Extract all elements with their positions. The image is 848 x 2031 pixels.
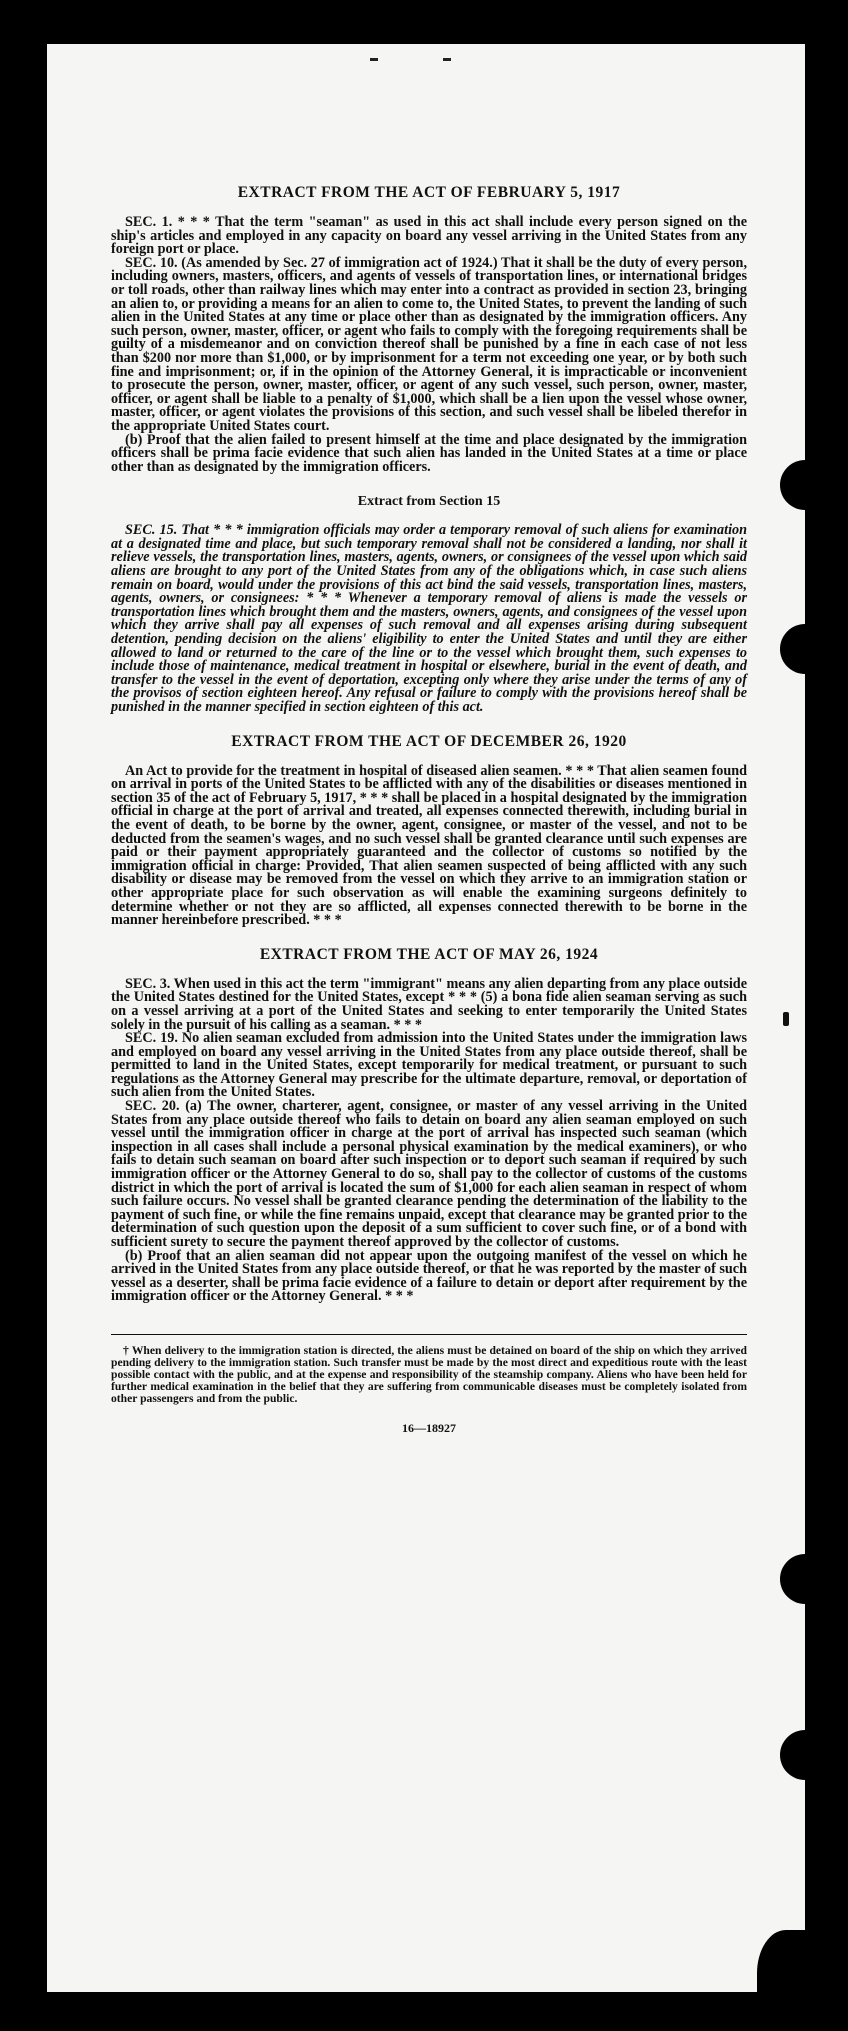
paragraph-sec-3: SEC. 3. When used in this act the term "immigrant" means any alien departing from any place outside the United States destined for the United States, except * * * (5) a bona fide alien seaman serving as such on a vessel arriving at a port of the United States and seeking to enter temporarily the United States solely in the pursuit of his calling as a seaman. * * *	[111, 975, 747, 1033]
footnote: † When delivery to the immigration station is directed, the aliens must be detained on board of the ship on which they arrived pending delivery to the immigration station. Such transfer must be made by the most direct and expeditious route with the least possible contact with the public, and at the expense and responsibility of the steamship company. Aliens who have been held for further medical examination in the belief that they are suffering from communicable diseases must be completely isolated from other passengers and from the public.	[111, 1343, 747, 1405]
paragraph-sec-15: SEC. 15. That * * * immigration officials may order a temporary removal of such aliens for examination at a designated time and place, but such temporary removal shall not be considered a landing, nor shall it relieve vessels, the transportation lines, masters, agents, owners, or consignees of the vessel upon which said aliens are brought to any port of the United States from any of the obligations which, in case such aliens remain on board, would under the provisions of this act bind the said vessels, transportation lines, masters, agents, owners, or consignees: * * * Whenever a temporary removal of aliens is made the vessels or transportation lines which brought them and the masters, owners, agents, and consignees of the vessel upon which they arrive shall pay all expenses of such removal and all expenses arising during subsequent detention, pending decision on the aliens' eligibility to enter the United States and until they are either allowed to land or returned to the care of the line or to the vessel which brought them, such expenses to include those of maintenance, medical treatment in hospital or elsewhere, burial in the event of death, and transfer to the vessel in the event of deportation, excepting only where they arise under the terms of any of the provisos of section eighteen hereof. Any refusal or failure to comply with the provisions hereof shall be punished in the manner specified in section eighteen of this act.	[111, 522, 747, 715]
paragraph-sec-19: SEC. 19. No alien seaman excluded from admission into the United States under the immigration laws and employed on board any vessel arriving in the United States from any place outside thereof, shall be permitted to land in the United States, except temporarily for medical treatment, or pursuant to such regulations as the Attorney General may prescribe for the ultimate departure, removal, or deportation of such alien from the United States.	[111, 1030, 747, 1101]
paragraph-sec-20-a: SEC. 20. (a) The owner, charterer, agent, consignee, or master of any vessel arriving in the United States from any place outside thereof who fails to detain on board any alien seaman employed on such vessel until the immigration officer in charge at the port of arrival has inspected such seaman (which inspection in all cases shall include a personal physical examination by the medical examiners), or who fails to detain such seaman on board after such inspection or to deport such seaman if required by such immigration officer or the Attorney General to do so, shall pay to the collector of customs of the customs district in which the port of arrival is located the sum of $1,000 for each alien seaman in respect of whom such failure occurs. No vessel shall be granted clearance pending the determination of the liability to the payment of such fine, or while the fine remains unpaid, except that clearance may be granted prior to the determination of such question upon the deposit of a sum sufficient to cover such fine, or of a bond with sufficient surety to secure the payment thereof approved by the collector of customs.	[111, 1098, 747, 1250]
torn-corner	[757, 1930, 805, 1992]
form-number: 16—18927	[402, 1420, 456, 1435]
punch-hole	[780, 460, 830, 510]
punch-hole	[780, 1730, 830, 1780]
edge-mark	[783, 1012, 789, 1026]
footnote-divider	[111, 1334, 747, 1335]
paragraph-sec-20-b: (b) Proof that an alien seaman did not appear upon the outgoing manifest of the vessel on which he arrived in the United States from any place outside thereof, or that he was reported by the master of such vessel as a deserter, shall be prima facie evidence of a failure to detain or deport after requirement by the immigration officer or the Attorney General. * * *	[111, 1247, 747, 1305]
subheading-section-15: Extract from Section 15	[357, 494, 501, 510]
heading-dec-1920: EXTRACT FROM THE ACT OF DECEMBER 26, 1920	[231, 732, 627, 750]
punch-hole	[780, 1554, 830, 1604]
punch-hole	[780, 624, 830, 674]
heading-feb-1917: EXTRACT FROM THE ACT OF FEBRUARY 5, 1917	[237, 184, 621, 201]
paragraph-sec-10-b: (b) Proof that the alien failed to present himself at the time and place designated by the immigration officers shall be prima facie evidence that such alien has landed in the United States at a time or place other than as designated by the immigration officers.	[111, 431, 747, 475]
paragraph-dec-1920: An Act to provide for the treatment in hospital of diseased alien seamen. * * * That alien seamen found on arrival in ports of the United States to be afflicted with any of the disabilities or diseases mentioned in section 35 of the act of February 5, 1917, * * * shall be placed in a hospital designated by the immigration official in charge at the port of arrival and treated, all expenses connected therewith, including burial in the event of death, to be borne by the owner, agent, consignee, or master of the vessel, and not to be deducted from the seamen's wages, and no such vessel shall be granted clearance until such expenses are paid or their payment appropriately guaranteed and the collector of customs so notified by the immigration official in charge: Provided, That alien seamen suspected of being afflicted with any such disability or disease may be removed from the vessel on which they arrive to an immigration station or other appropriate place for such observation as will enable the examining surgeons definitely to determine whether or not they are so afflicted, all expenses connected therewith to be borne in the manner hereinbefore prescribed. * * *	[111, 762, 747, 929]
paragraph-sec-10: SEC. 10. (As amended by Sec. 27 of immigration act of 1924.) That it shall be the duty of every person, including owners, masters, officers, and agents of vessels of transportation lines, or international bridges or toll roads, other than railway lines which may enter into a contract as provided in section 23, bringing an alien to, or providing a means for an alien to come to, the United States, to prevent the landing of such alien in the United States at any time or place other than as designated by the immigration officers. Any such person, owner, master, officer, or agent who fails to comply with the foregoing requirements shall be guilty of a misdemeanor and on conviction thereof shall be punished by a fine in each case of not less than $200 nor more than $1,000, or by imprisonment for a term not exceeding one year, or by both such fine and imprisonment; or, if in the opinion of the Attorney General, it is impracticable or inconvenient to prosecute the person, owner, master, officer, or agent of any such vessel, such person, owner, master, officer, or agent shall be liable to a penalty of $1,000, which shall be a lien upon the vessel whose owner, master, officer, or agent violates the provisions of this section, and such vessel shall be libeled therefor in the appropriate United States court.	[111, 254, 747, 434]
paragraph-sec-1: SEC. 1. * * * That the term "seaman" as used in this act shall include every person signed on the ship's articles and employed in any capacity on board any vessel arriving in the United States from any foreign port or place.	[111, 214, 747, 258]
document-page	[47, 44, 805, 1992]
top-mark	[443, 58, 451, 61]
top-mark	[370, 58, 378, 61]
heading-may-1924: EXTRACT FROM THE ACT OF MAY 26, 1924	[259, 945, 599, 963]
